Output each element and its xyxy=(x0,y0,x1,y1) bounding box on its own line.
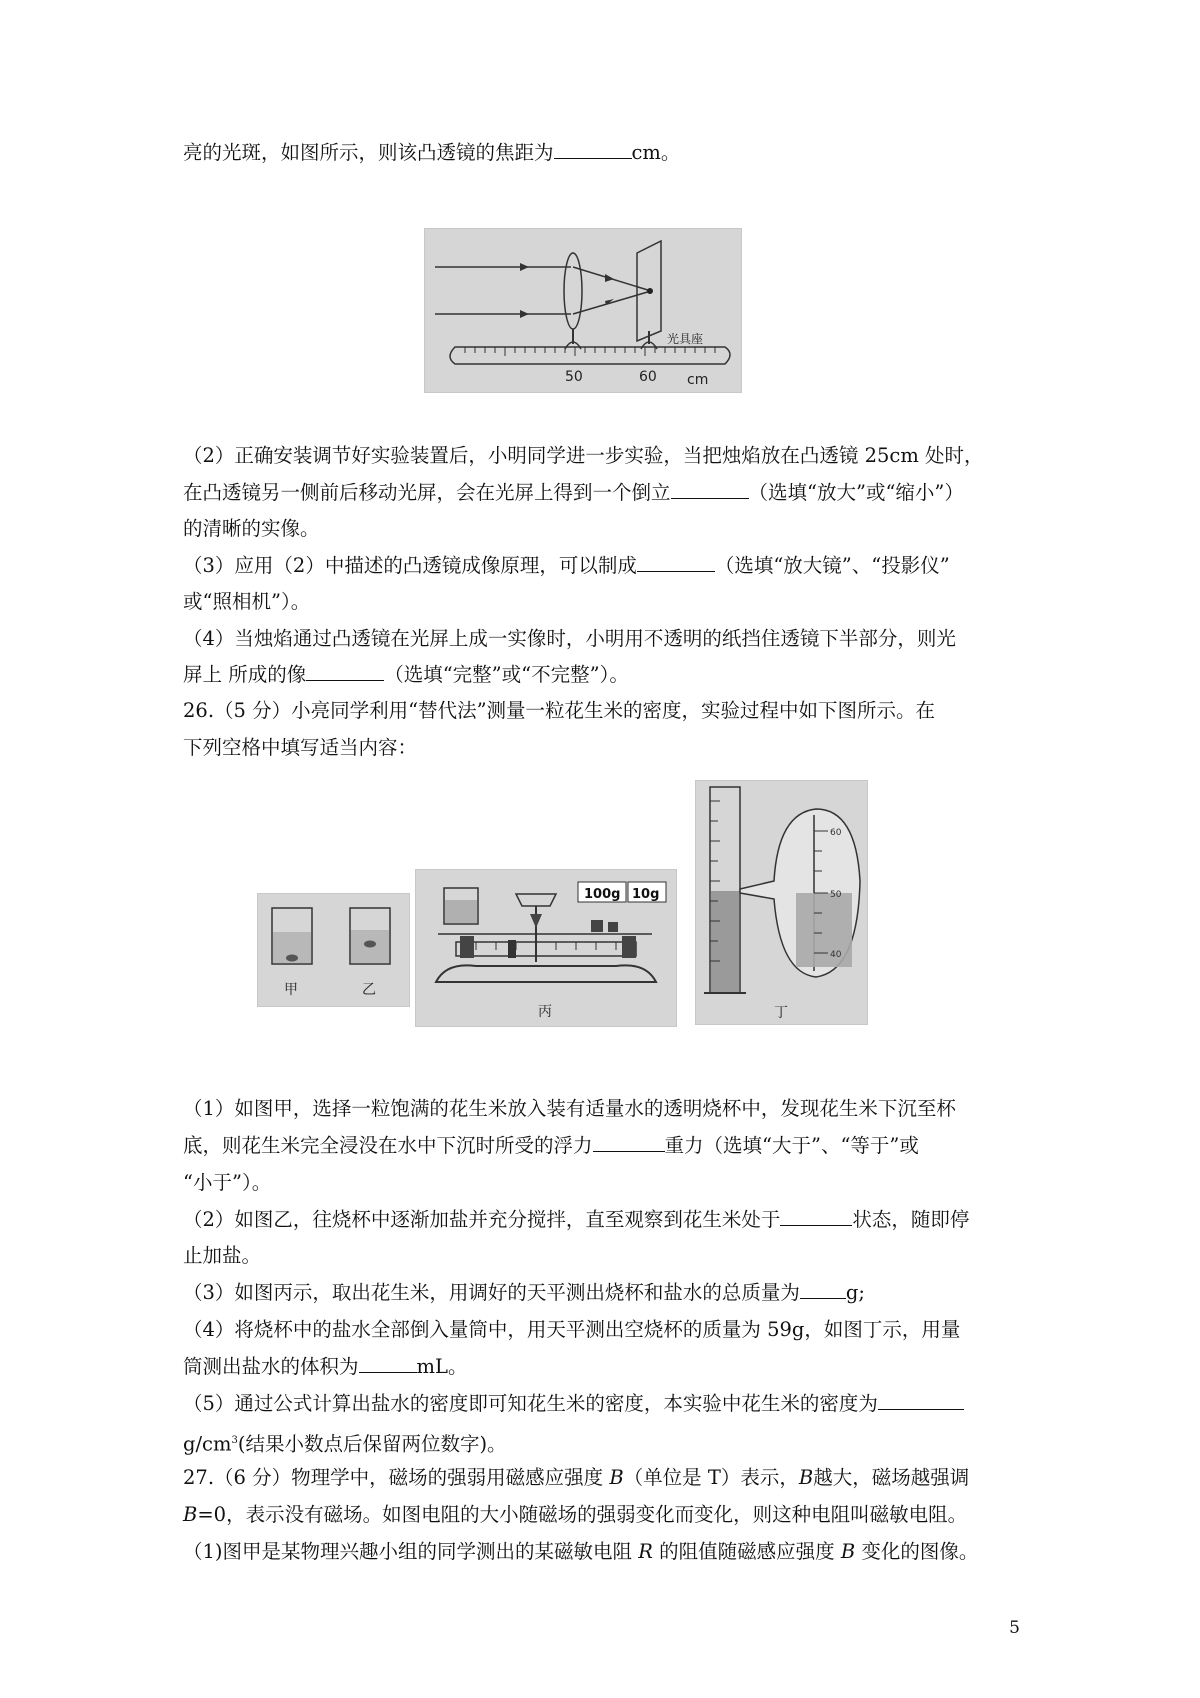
text-line: 的清晰的实像。 xyxy=(183,517,320,540)
text-line: （4）当烛焰通过凸透镜在光屏上成一实像时，小明用不透明的纸挡住透镜下半部分，则光 xyxy=(183,627,956,650)
answer-blank[interactable] xyxy=(306,662,384,681)
beaker-label-jia: 甲 xyxy=(284,982,298,998)
balance-label-bing: 丙 xyxy=(538,1004,552,1020)
scale-label-60: 60 xyxy=(639,369,657,385)
answer-blank[interactable] xyxy=(637,553,715,572)
convex-lens-figure xyxy=(424,228,742,393)
text-line: 亮的光斑，如图所示，则该凸透镜的焦距为 cm。 xyxy=(183,141,681,164)
scale-label-50: 50 xyxy=(565,369,583,385)
text-line: 屏上 所成的像 （选填“完整”或“不完整”）。 xyxy=(183,663,629,686)
beakers-figure xyxy=(257,893,410,1007)
text-line: （4）将烧杯中的盐水全部倒入量筒中，用天平测出空烧杯的质量为 59g，如图丁示，用量 xyxy=(183,1318,961,1341)
cylinder-diagram xyxy=(696,781,867,1024)
text-line: 止加盐。 xyxy=(183,1244,262,1267)
answer-blank[interactable] xyxy=(554,140,632,159)
scale-unit: cm xyxy=(687,372,709,388)
tick-label-50: 50 xyxy=(830,890,842,900)
weight-100g: 100g xyxy=(584,887,621,902)
text-line: 26.（5 分）小亮同学利用“替代法”测量一粒花生米的密度，实验过程中如下图所示。在 xyxy=(183,699,936,722)
cylinder-figure xyxy=(695,780,868,1025)
text-line: 下列空格中填写适当内容： xyxy=(183,736,418,759)
page-number: 5 xyxy=(1009,1618,1020,1638)
answer-blank[interactable] xyxy=(593,1133,665,1152)
balance-figure xyxy=(415,869,677,1027)
text-line: （2）如图乙，往烧杯中逐渐加盐并充分搅拌，直至观察到花生米处于 状态，随即停 xyxy=(183,1208,970,1231)
balance-diagram xyxy=(416,870,676,1026)
weight-10g: 10g xyxy=(632,887,660,902)
cylinder-label-ding: 丁 xyxy=(774,1005,788,1021)
beaker-label-yi: 乙 xyxy=(362,982,376,998)
text-line: 筒测出盐水的体积为 mL。 xyxy=(183,1355,468,1378)
beakers-diagram xyxy=(258,894,409,1006)
text-line: 27.（6 分）物理学中，磁场的强弱用磁感应强度 B（单位是 T）表示，B越大，磁场越强调 xyxy=(183,1466,970,1489)
text-line: “小于”）。 xyxy=(183,1171,272,1194)
text-line: 底，则花生米完全浸没在水中下沉时所受的浮力 重力（选填“大于”、“等于”或 xyxy=(183,1134,919,1157)
text-line: B=0，表示没有磁场。如图电阻的大小随磁场的强弱变化而变化，则这种电阻叫磁敏电阻。 xyxy=(183,1503,968,1526)
text-line: （1）如图甲，选择一粒饱满的花生米放入装有适量水的透明烧杯中，发现花生米下沉至杯 xyxy=(183,1097,956,1120)
text-line: 或“照相机”）。 xyxy=(183,590,311,613)
answer-blank[interactable] xyxy=(800,1280,846,1299)
text-line: （5）通过公式计算出盐水的密度即可知花生米的密度，本实验中花生米的密度为 xyxy=(183,1391,964,1417)
text-line: （3）应用（2）中描述的凸透镜成像原理，可以制成 （选填“放大镜”、“投影仪” xyxy=(183,554,950,577)
answer-blank[interactable] xyxy=(780,1207,852,1226)
answer-blank[interactable] xyxy=(671,480,749,499)
tick-label-60: 60 xyxy=(830,828,842,838)
text-line: （1)图甲是某物理兴趣小组的同学测出的某磁敏电阻 R 的阻值随磁感应强度 B 变化的图像。 xyxy=(183,1540,979,1563)
optical-bench-label: 光具座 xyxy=(667,332,704,346)
text-line: （3）如图丙示，取出花生米，用调好的天平测出烧杯和盐水的总质量为 g; xyxy=(183,1281,865,1304)
text-line: （2）正确安装调节好实验装置后，小明同学进一步实验，当把烛焰放在凸透镜 25cm 处时， xyxy=(183,444,984,467)
answer-blank[interactable] xyxy=(359,1354,417,1373)
text-line: $g/cm^3$(结果小数点后保留两位数字)。 xyxy=(183,1432,507,1456)
text-line: 在凸透镜另一侧前后移动光屏，会在光屏上得到一个倒立 （选填“放大”或“缩小”） xyxy=(183,481,964,504)
answer-blank[interactable] xyxy=(878,1391,964,1410)
tick-label-40: 40 xyxy=(830,950,842,960)
lens-diagram xyxy=(425,229,741,392)
